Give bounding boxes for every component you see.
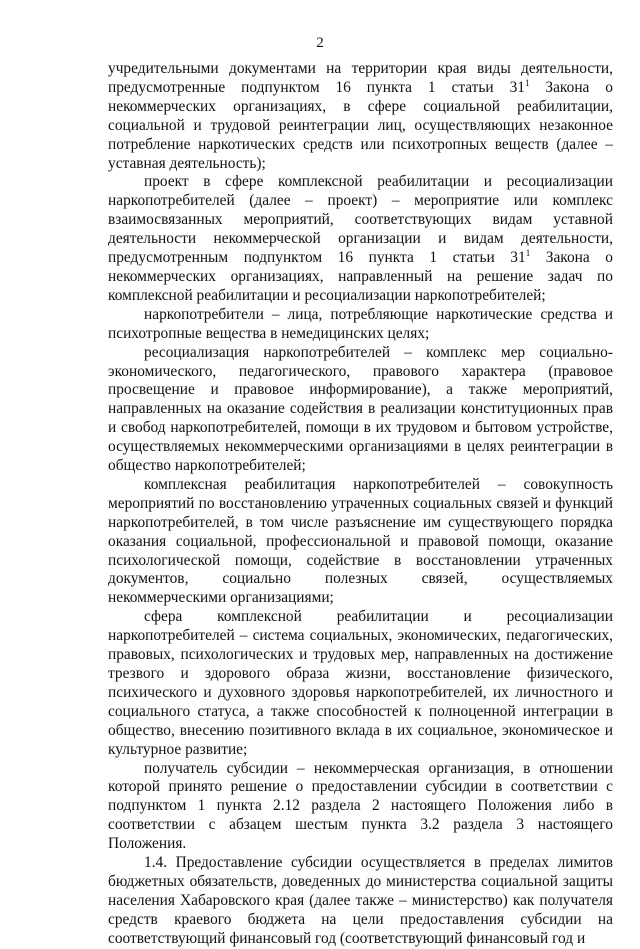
- paragraph-uchreditelnye-dokumenty: учредительными документами на территории края виды деятельности, предусмотренные подпунктом 16 пункта 1 статьи $31^1$ Закона о некоммерческих организациях, в сфере социальной реабилитации, социальной и трудовой реинтеграции лиц, осуществляющих незаконное потребление наркотических средств или психотропных веществ (далее – уставная деятельность);: [108, 60, 613, 172]
- paragraph-definition-proekt: проект в сфере комплексной реабилитации и ресоциализации наркопотребителей (далее – проект) – мероприятие или комплекс взаимосвязанных мероприятий, соответствующих видам уставной деятельности некоммерческой организации и видам деятельности, предусмотренным подпунктом 16 пункта 1 статьи $31^1$ Закона о некоммерческих организациях, направленный на решение задач по комплексной реабилитации и ресоциализации наркопотребителей;: [108, 173, 613, 304]
- page-number: 2: [316, 35, 324, 51]
- paragraph-definition-narkopotrebiteli: наркопотребители – лица, потребляющие наркотические средства и психотропные вещества в немедицинских целях;: [108, 305, 613, 342]
- paragraph-definition-kompleksnaya-reabilitatsiya: комплексная реабилитация наркопотребителей – совокупность мероприятий по восстановлению утраченных социальных связей и функций наркопотребителей, в том числе разъяснение им существующего порядка оказания социальной, профессиональной и правовой помощи, оказание психологической помощи, содействие в восстановлении утраченных документов, социально полезных связей, осуществляемых некоммерческими организациями;: [108, 475, 613, 607]
- footnote-superscript: 1: [525, 247, 531, 258]
- footnote-superscript: 1: [524, 77, 530, 88]
- document-body: [108, 60, 613, 949]
- paragraph-definition-poluchatel-subsidii: получатель субсидии – некоммерческая организация, в отношении которой принято решение о предоставлении субсидии в соответствии с подпунктом 1 пункта 2.12 раздела 2 настоящего Положения либо в соответствии с абзацем шестым пункта 3.2 раздела 3 настоящего Положения.: [108, 759, 613, 853]
- paragraph-definition-resotsializatsiya: ресоциализация наркопотребителей – комплекс мер социально-экономического, педагогического, правового характера (правовое просвещение и правовое информирование), а также мероприятий, направленных на оказание содействия в реализации конституционных прав и свобод наркопотребителей, помощи в их трудовом и бытовом устройстве, осуществляемых некоммерческими организациями в целях реинтеграции в общество наркопотребителей;: [108, 343, 613, 475]
- paragraph-clause-1-4: 1.4. Предоставление субсидии осуществляется в пределах лимитов бюджетных обязательств, доведенных до министерства социальной защиты населения Хабаровского края (далее также – министерство) как получателя средств краевого бюджета на цели предоставления субсидии на соответствующий финансовый год (соответствующий финансовый год и: [108, 854, 613, 947]
- paragraph-definition-sfera: сфера комплексной реабилитации и ресоциализации наркопотребителей – система социальных, экономических, педагогических, правовых, психологических и трудовых мер, направленных на достижение трезвого и здорового образа жизни, восстановление физического, психического и духовного здоровья наркопотребителей, их личностного и социального статуса, а также способностей к полноценной интеграции в общество, внесению позитивного вклада в их социальное, экономическое и культурное развитие;: [108, 608, 613, 758]
